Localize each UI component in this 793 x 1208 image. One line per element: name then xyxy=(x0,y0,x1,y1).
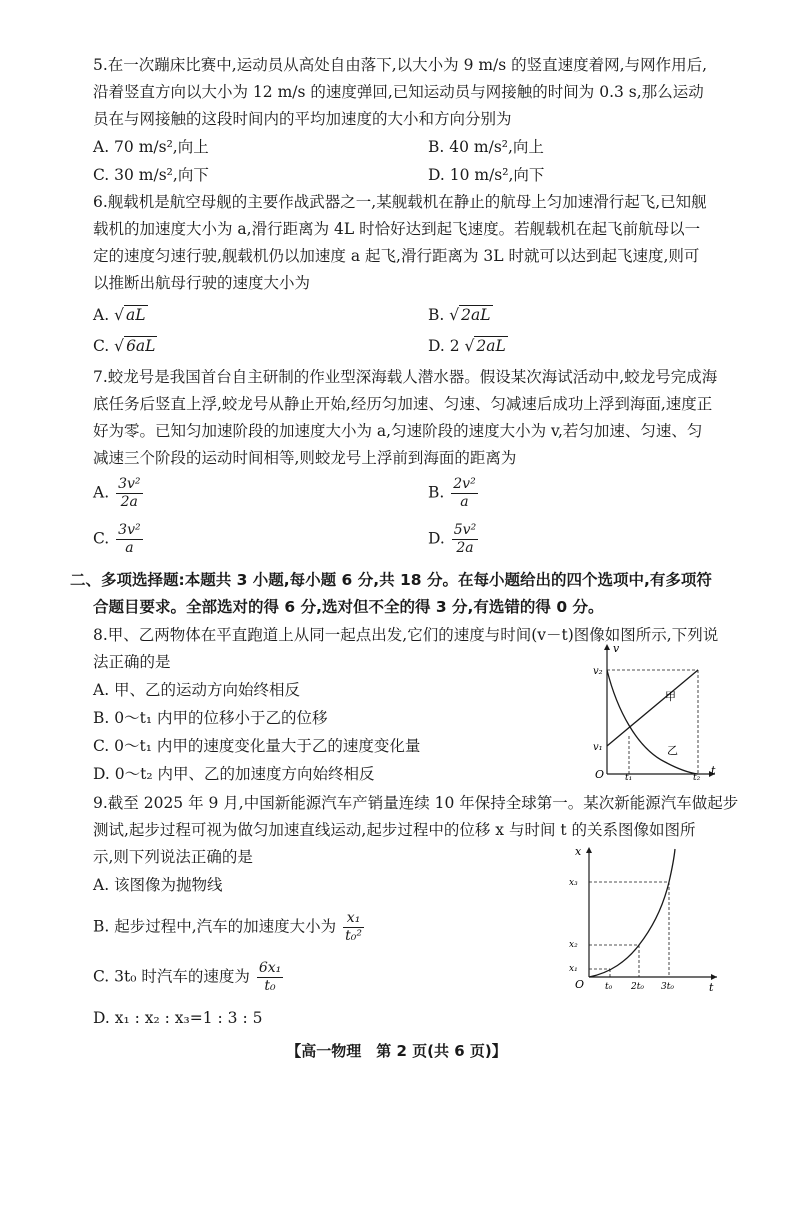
q9-option-c-text: C. 3t₀ 时汽车的速度为 xyxy=(93,967,250,986)
q8-option-a: A. 甲、乙的运动方向始终相反 xyxy=(93,681,301,699)
q6-option-d-radicand: 2aL xyxy=(476,337,506,355)
q6-line-4: 以推断出航母行驶的速度大小为 xyxy=(93,274,311,292)
q8-v-axis-label: v xyxy=(613,642,620,655)
q8-yi-label: 乙 xyxy=(667,744,678,757)
q9-line-1: 9.截至 2025 年 9 月,中国新能源汽车产销量连续 10 年保持全球第一。某次新能源汽车做起步 xyxy=(93,794,739,812)
q7-option-a-fraction xyxy=(116,476,142,511)
q8-t2-label: t₂ xyxy=(693,773,701,780)
q9-x1-label: x₁ xyxy=(569,964,578,974)
q5-option-d: D. 10 m/s²,向下 xyxy=(428,166,545,184)
q9-x-axis-arrow xyxy=(586,847,592,853)
q8-v-axis-arrow xyxy=(604,644,610,650)
q8-line-1: 8.甲、乙两物体在平直跑道上从同一起点出发,它们的速度与时间(v－t)图像如图所示,下列说 xyxy=(93,626,719,644)
q6-option-d xyxy=(428,336,508,356)
q6-option-b xyxy=(428,305,493,325)
q7-option-c xyxy=(93,522,143,557)
q9-t-axis-arrow xyxy=(711,974,717,980)
q9-line-3: 示,则下列说法正确的是 xyxy=(93,848,253,866)
q9-option-d: D. x₁ : x₂ : x₃=1 : 3 : 5 xyxy=(93,1009,263,1027)
q7-line-4: 减速三个阶段的运动时间相等,则蛟龙号上浮前到海面的距离为 xyxy=(93,449,517,467)
q5-line-2: 沿着竖直方向以大小为 12 m/s 的速度弹回,已知运动员与网接触的时间为 0.3 s,那么运动 xyxy=(93,83,704,101)
q7-line-1: 7.蛟龙号是我国首台自主研制的作业型深海载人潜水器。假设某次海试活动中,蛟龙号完成海 xyxy=(93,368,718,386)
q7-line-3: 好为零。已知匀加速阶段的加速度大小为 a,匀速阶段的速度大小为 v,若匀加速、匀速、匀 xyxy=(93,422,703,440)
q6-line-1: 6.舰载机是航空母舰的主要作战武器之一,某舰载机在静止的航母上匀加速滑行起飞,已知舰 xyxy=(93,193,707,211)
q6-option-d-label: D. 2 xyxy=(428,337,460,355)
q9-option-b-denominator: t₀² xyxy=(345,928,362,944)
q6-option-d-sqrt: √ 2aL xyxy=(464,337,506,355)
q9-option-b-numerator: x₁ xyxy=(343,910,364,928)
q6-option-a xyxy=(93,305,148,325)
q6-option-a-radicand: aL xyxy=(125,306,146,324)
q7-option-b xyxy=(428,476,478,511)
q5-option-c: C. 30 m/s²,向下 xyxy=(93,166,209,184)
q7-option-a-numerator: 3v² xyxy=(118,476,141,492)
q5-line-3: 员在与网接触的这段时间内的平均加速度的大小和方向分别为 xyxy=(93,110,512,128)
q6-option-b-label: B. xyxy=(428,306,445,324)
q9-2t0-label: 2t₀ xyxy=(631,982,644,992)
q8-v1-label: v₁ xyxy=(593,742,603,753)
q9-xt-curve xyxy=(589,849,675,977)
q9-option-c-fraction xyxy=(257,960,283,995)
q9-option-c xyxy=(93,960,283,995)
q7-option-c-fraction xyxy=(116,522,142,557)
q7-option-d xyxy=(428,522,478,557)
q5-option-a: A. 70 m/s²,向上 xyxy=(93,138,209,156)
q9-option-b-text: B. 起步过程中,汽车的加速度大小为 xyxy=(93,917,337,936)
q8-jia-label: 甲 xyxy=(665,690,676,703)
q9-option-b-fraction xyxy=(343,910,364,945)
q9-line-2: 测试,起步过程可视为做匀加速直线运动,起步过程中的位移 x 与时间 t 的关系图像如图所 xyxy=(93,821,696,839)
q8-line-2: 法正确的是 xyxy=(93,653,171,671)
q9-t-axis-label: t xyxy=(709,981,714,993)
q5-option-b: B. 40 m/s²,向上 xyxy=(428,138,544,156)
q6-option-c-radicand: 6aL xyxy=(126,337,156,355)
q6-option-c-sqrt: √ 6aL xyxy=(114,337,156,355)
q7-option-b-fraction xyxy=(451,476,477,511)
section-2-heading-line-2: 合题目要求。全部选对的得 6 分,选对但不全的得 3 分,有选错的得 0 分。 xyxy=(93,598,604,616)
q9-x3-label: x₃ xyxy=(569,878,578,888)
q7-option-b-label: B. xyxy=(428,483,445,502)
q7-option-c-denominator: a xyxy=(125,540,134,556)
q8-t-axis-label: t xyxy=(711,764,716,777)
q6-line-3: 定的速度匀速行驶,舰载机仍以加速度 a 起飞,滑行距离为 3L 时就可以达到起飞速度,则可 xyxy=(93,247,700,265)
q9-x-axis-label: x xyxy=(575,845,582,858)
q9-origin-label: O xyxy=(575,978,585,991)
q8-option-c: C. 0～t₁ 内甲的速度变化量大于乙的速度变化量 xyxy=(93,737,421,755)
q7-option-c-numerator: 3v² xyxy=(118,522,141,538)
q9-x2-label: x₂ xyxy=(569,940,578,950)
q9-option-b xyxy=(93,910,364,945)
q8-v2-label: v₂ xyxy=(593,666,603,677)
q7-option-c-label: C. xyxy=(93,529,110,548)
q7-option-b-denominator: a xyxy=(460,494,469,510)
q8-vt-graph xyxy=(585,640,720,780)
q8-t1-label: t₁ xyxy=(625,773,633,780)
section-2-heading-line-1: 二、多项选择题:本题共 3 小题,每小题 6 分,共 18 分。在每小题给出的四个选项中,有多项符 xyxy=(70,571,712,589)
q7-option-a xyxy=(93,476,143,511)
q8-option-b: B. 0～t₁ 内甲的位移小于乙的位移 xyxy=(93,709,328,727)
q8-yi-curve xyxy=(607,670,698,774)
q6-option-c-label: C. xyxy=(93,337,110,355)
q9-3t0-label: 3t₀ xyxy=(661,982,674,992)
q6-option-a-sqrt: √ aL xyxy=(114,306,146,324)
q9-option-a: A. 该图像为抛物线 xyxy=(93,876,223,894)
q8-origin-label: O xyxy=(595,768,605,780)
q9-t0-label: t₀ xyxy=(605,982,613,992)
q6-option-b-radicand: 2aL xyxy=(461,306,491,324)
q6-option-b-sqrt: √ 2aL xyxy=(449,306,491,324)
q7-option-a-label: A. xyxy=(93,483,110,502)
q7-option-d-label: D. xyxy=(428,529,445,548)
q6-option-a-label: A. xyxy=(93,306,110,324)
q9-xt-graph xyxy=(565,843,725,993)
q6-option-c xyxy=(93,336,157,356)
q7-option-b-numerator: 2v² xyxy=(453,476,476,492)
q7-option-a-denominator: 2a xyxy=(120,494,138,510)
q7-line-2: 底任务后竖直上浮,蛟龙号从静止开始,经历匀加速、匀速、匀减速后成功上浮到海面,速度正 xyxy=(93,395,713,413)
q7-option-d-denominator: 2a xyxy=(456,540,474,556)
q6-line-2: 载机的加速度大小为 a,滑行距离为 4L 时恰好达到起飞速度。若舰载机在起飞前航母以一 xyxy=(93,220,701,238)
q8-option-d: D. 0～t₂ 内甲、乙的加速度方向始终相反 xyxy=(93,765,375,783)
q7-option-d-numerator: 5v² xyxy=(453,522,477,538)
q9-option-c-denominator: t₀ xyxy=(264,978,276,994)
q9-option-c-numerator: 6x₁ xyxy=(258,960,282,976)
page-footer: 【高一物理 第 2 页(共 6 页)】 xyxy=(286,1042,507,1060)
q5-line-1: 5.在一次蹦床比赛中,运动员从高处自由落下,以大小为 9 m/s 的竖直速度着网,与网作用后, xyxy=(93,56,708,74)
q7-option-d-fraction xyxy=(452,522,478,557)
